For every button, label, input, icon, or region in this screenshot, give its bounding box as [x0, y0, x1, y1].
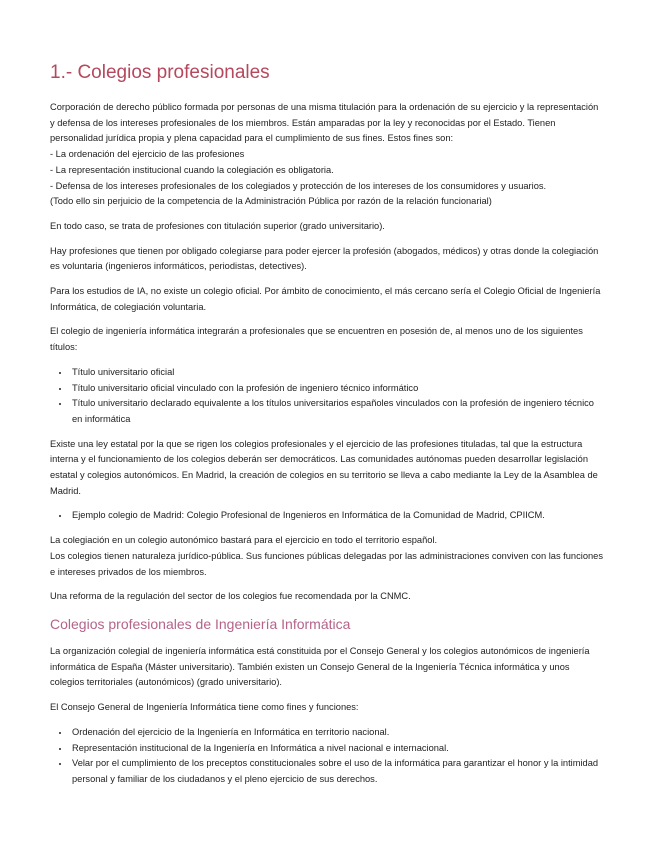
paragraph-consejo: El Consejo General de Ingeniería Informática tiene como fines y funciones:: [50, 702, 359, 713]
intro-paragraph: [50, 100, 605, 210]
intro-item-representacion: - La representación institucional cuando la colegiación es obligatoria.: [50, 164, 334, 175]
intro-note: (Todo ello sin perjuicio de la competencia de la Administración Pública por razón de la relación funcionarial): [50, 196, 492, 207]
paragraph-ley: Existe una ley estatal por la que se rigen los colegios profesionales y el ejercicio de las profesiones tituladas, tal que la estructura interna y el funcionamiento de los colegios deberán ser democráticos. Las comunidades autónomas pueden desarrollar legislación estatal y colegios autonómicos. En Madrid, la creación de colegios en su territorio se lleva a cabo mediante la Ley de la Asamblea de Madrid.: [50, 438, 598, 496]
list-item: • Ordenación del ejercicio de la Ingeniería en Informática en territorio nacional.: [70, 725, 605, 741]
intro-text: Corporación de derecho público formada por personas de una misma titulación para la ordenación de su ejercicio y la representación y defensa de los intereses profesionales de los miembros. Están amparadas por la ley y reconocidas por el Estado. Tienen personalidad jurídica propia y plena capacidad para el cumplimiento de sus fines. Estos fines son:: [50, 102, 599, 144]
list-item: • Velar por el cumplimiento de los preceptos constitucionales sobre el uso de la informática para garantizar el honor y la intimidad personal y familiar de los ciudadanos y el pleno ejercicio de sus derechos.: [70, 756, 605, 787]
list-item: • Representación institucional de la Ingeniería en Informática a nivel nacional e internacional.: [70, 741, 605, 757]
list-item: • Ejemplo colegio de Madrid: Colegio Profesional de Ingenieros en Informática de la Comunidad de Madrid, CPIICM.: [70, 508, 605, 524]
intro-item-defensa: - Defensa de los intereses profesionales de los colegiados y protección de los intereses de los consumidores y usuarios.: [50, 180, 547, 191]
paragraph-organizacion: La organización colegial de ingeniería informática está constituida por el Consejo General y los colegios autonómicos de ingeniería informática de España (Máster universitario). También existen un Consejo General de la Ingeniería Técnica informática y unos colegios territoriales (autonómicos) (grado universitario).: [50, 645, 590, 688]
list-item: • Título universitario declarado equivalente a los títulos universitarios españoles vinculados con la profesión de ingeniero técnico en informática: [70, 396, 605, 427]
paragraph-titulacion: En todo caso, se trata de profesiones con titulación superior (grado universitario).: [50, 220, 385, 231]
ejemplo-list: [50, 508, 605, 524]
titulos-list: [50, 365, 605, 428]
autonomico-line: La colegiación en un colegio autonómico bastará para el ejercicio en todo el territorio español.: [50, 535, 438, 546]
paragraph-reforma: Una reforma de la regulación del sector de los colegios fue recomendada por la CNMC.: [50, 591, 411, 602]
fines-list: [50, 725, 605, 788]
paragraph-autonomico: [50, 533, 605, 580]
paragraph-ia: Para los estudios de IA, no existe un colegio oficial. Por ámbito de conocimiento, el más cercano sería el Colegio Oficial de Ingeniería Informática, de colegiación voluntaria.: [50, 286, 601, 312]
list-item: • Título universitario oficial: [70, 365, 605, 381]
page-title: 1.- Colegios profesionales: [50, 62, 270, 83]
paragraph-obligado: Hay profesiones que tienen por obligado colegiarse para poder ejercer la profesión (abogados, médicos) y otras donde la colegiación es voluntaria (ingenieros informáticos, periodistas, detectives).: [50, 245, 599, 272]
paragraph-integraran: El colegio de ingeniería informática integrarán a profesionales que se encuentren en posesión de, al menos uno de los siguientes títulos:: [50, 326, 583, 353]
naturaleza-line: Los colegios tienen naturaleza jurídico-pública. Sus funciones públicas delegadas por las administraciones conviven con las funciones e intereses privados de los miembros.: [50, 550, 603, 577]
intro-item-ordenacion: - La ordenación del ejercicio de las profesiones: [50, 149, 245, 160]
section-subtitle: Colegios profesionales de Ingeniería Informática: [50, 615, 351, 632]
list-item: • Título universitario oficial vinculado con la profesión de ingeniero técnico informático: [70, 381, 605, 397]
